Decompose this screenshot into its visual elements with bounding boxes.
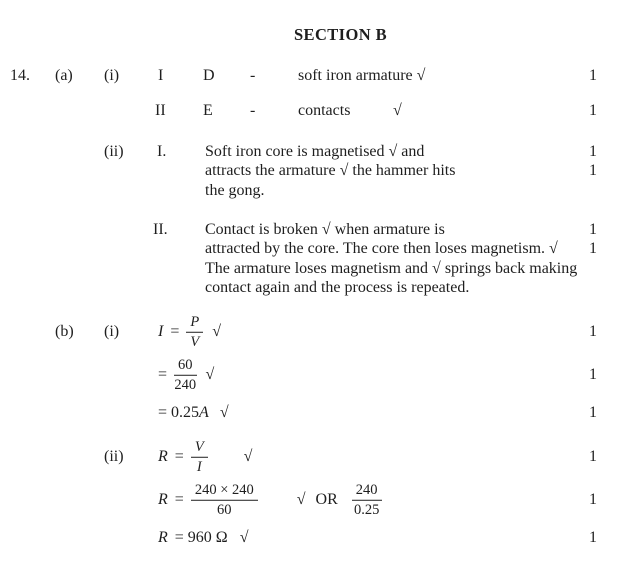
equation-lhs: R xyxy=(158,448,168,465)
roman-numeral-I: I xyxy=(158,67,164,84)
fraction xyxy=(186,314,203,350)
answer-row xyxy=(0,102,641,122)
equation-resistance xyxy=(158,439,252,475)
equation-row xyxy=(0,528,641,547)
fraction-numerator: 60 xyxy=(174,357,197,376)
fraction xyxy=(191,439,208,475)
equation-substitution xyxy=(158,357,214,393)
mark-value: 1 xyxy=(589,143,597,160)
unit-ampere: A xyxy=(199,403,209,421)
answer-text: The armature loses magnetism and √ springs back making xyxy=(205,260,578,277)
equation-row xyxy=(0,483,641,517)
check-mark: √ xyxy=(219,403,229,421)
check-mark: √ xyxy=(243,448,253,465)
answer-text: the gong. xyxy=(205,182,265,199)
fraction-denominator: 60 xyxy=(217,502,232,518)
fraction-numerator: P xyxy=(186,314,203,333)
equals-sign: = xyxy=(174,491,184,508)
check-mark: √ xyxy=(212,323,221,340)
fraction-denominator: V xyxy=(190,334,200,350)
paragraph-line xyxy=(0,182,641,202)
part-a-label: (a) xyxy=(55,67,73,84)
equation-lhs: R xyxy=(158,528,168,546)
equals-value: = 960 Ω xyxy=(174,528,228,546)
mark-value: 1 xyxy=(589,366,597,383)
fraction-numerator: V xyxy=(191,439,208,458)
equals-sign: = xyxy=(170,323,180,340)
mark-value: 1 xyxy=(589,162,597,179)
mark-value: 1 xyxy=(589,221,597,238)
check-mark: √ xyxy=(296,491,306,508)
equation-result-current xyxy=(158,404,229,422)
answer-text: attracts the armature √ the hammer hits xyxy=(205,162,456,179)
part-b-label: (b) xyxy=(55,323,74,340)
question-number: 14. xyxy=(10,67,30,84)
answer-row xyxy=(0,67,641,87)
paragraph-line xyxy=(0,221,641,241)
fraction-numerator: 240 × 240 xyxy=(191,482,258,501)
mark-value: 1 xyxy=(589,403,597,421)
fraction xyxy=(174,357,197,393)
fraction-denominator: 240 xyxy=(174,377,197,393)
equation-row xyxy=(0,315,641,349)
check-mark: √ xyxy=(393,102,402,119)
roman-numeral-II: II xyxy=(155,102,166,119)
dash: - xyxy=(250,67,256,84)
section-title: SECTION B xyxy=(293,25,387,44)
option-letter-E: E xyxy=(203,102,213,119)
answer-text: contact again and the process is repeated. xyxy=(205,279,470,296)
equation-row xyxy=(0,358,641,392)
fraction xyxy=(191,482,258,518)
check-mark: √ xyxy=(205,366,215,383)
sub-part-ii-label: (ii) xyxy=(104,143,124,160)
equation-lhs: R xyxy=(158,491,168,508)
dash: - xyxy=(250,102,256,119)
check-mark: √ xyxy=(239,528,249,546)
answer-text: attracted by the core. The core then loses magnetism. √ xyxy=(205,240,558,257)
equation-result-resistance xyxy=(158,529,248,547)
mark-value: 1 xyxy=(589,448,597,465)
fraction-denominator: 0.25 xyxy=(353,502,380,518)
fraction-numerator: 240 xyxy=(352,482,382,501)
sub-part-i-label: (i) xyxy=(104,323,120,340)
mark-value: 1 xyxy=(589,240,597,257)
mark-value: 1 xyxy=(589,528,597,546)
mark-value: 1 xyxy=(589,67,597,84)
paragraph-line xyxy=(0,162,641,182)
option-letter-D: D xyxy=(203,67,215,84)
mark-value: 1 xyxy=(589,491,597,508)
paragraph-line xyxy=(0,279,641,299)
equation-row xyxy=(0,440,641,474)
answer-text: Contact is broken √ when armature is xyxy=(205,221,445,238)
paragraph-line xyxy=(0,260,641,280)
sub-part-i-label: (i) xyxy=(104,67,120,84)
sub-part-ii-label: (ii) xyxy=(104,448,124,465)
answer-text: soft iron armature √ xyxy=(298,67,426,84)
equals-value: = 0.25 xyxy=(158,403,200,421)
equation-current xyxy=(158,314,221,350)
mark-value: 1 xyxy=(589,102,597,119)
equals-sign: = xyxy=(158,366,168,383)
equation-row xyxy=(0,403,641,422)
item-II-label: II. xyxy=(153,221,168,238)
alternate-fraction xyxy=(352,482,382,518)
answer-text: Soft iron core is magnetised √ and xyxy=(205,143,425,160)
equation-substitution-resistance xyxy=(158,482,382,518)
fraction-denominator: I xyxy=(196,459,202,475)
paragraph-line xyxy=(0,240,641,260)
answer-text: contacts xyxy=(298,102,351,119)
or-label: OR xyxy=(315,491,338,508)
mark-value: 1 xyxy=(589,323,597,340)
item-I-label: I. xyxy=(157,143,167,160)
paragraph-line xyxy=(0,143,641,163)
equation-lhs: I xyxy=(158,323,164,340)
equals-sign: = xyxy=(174,448,184,465)
